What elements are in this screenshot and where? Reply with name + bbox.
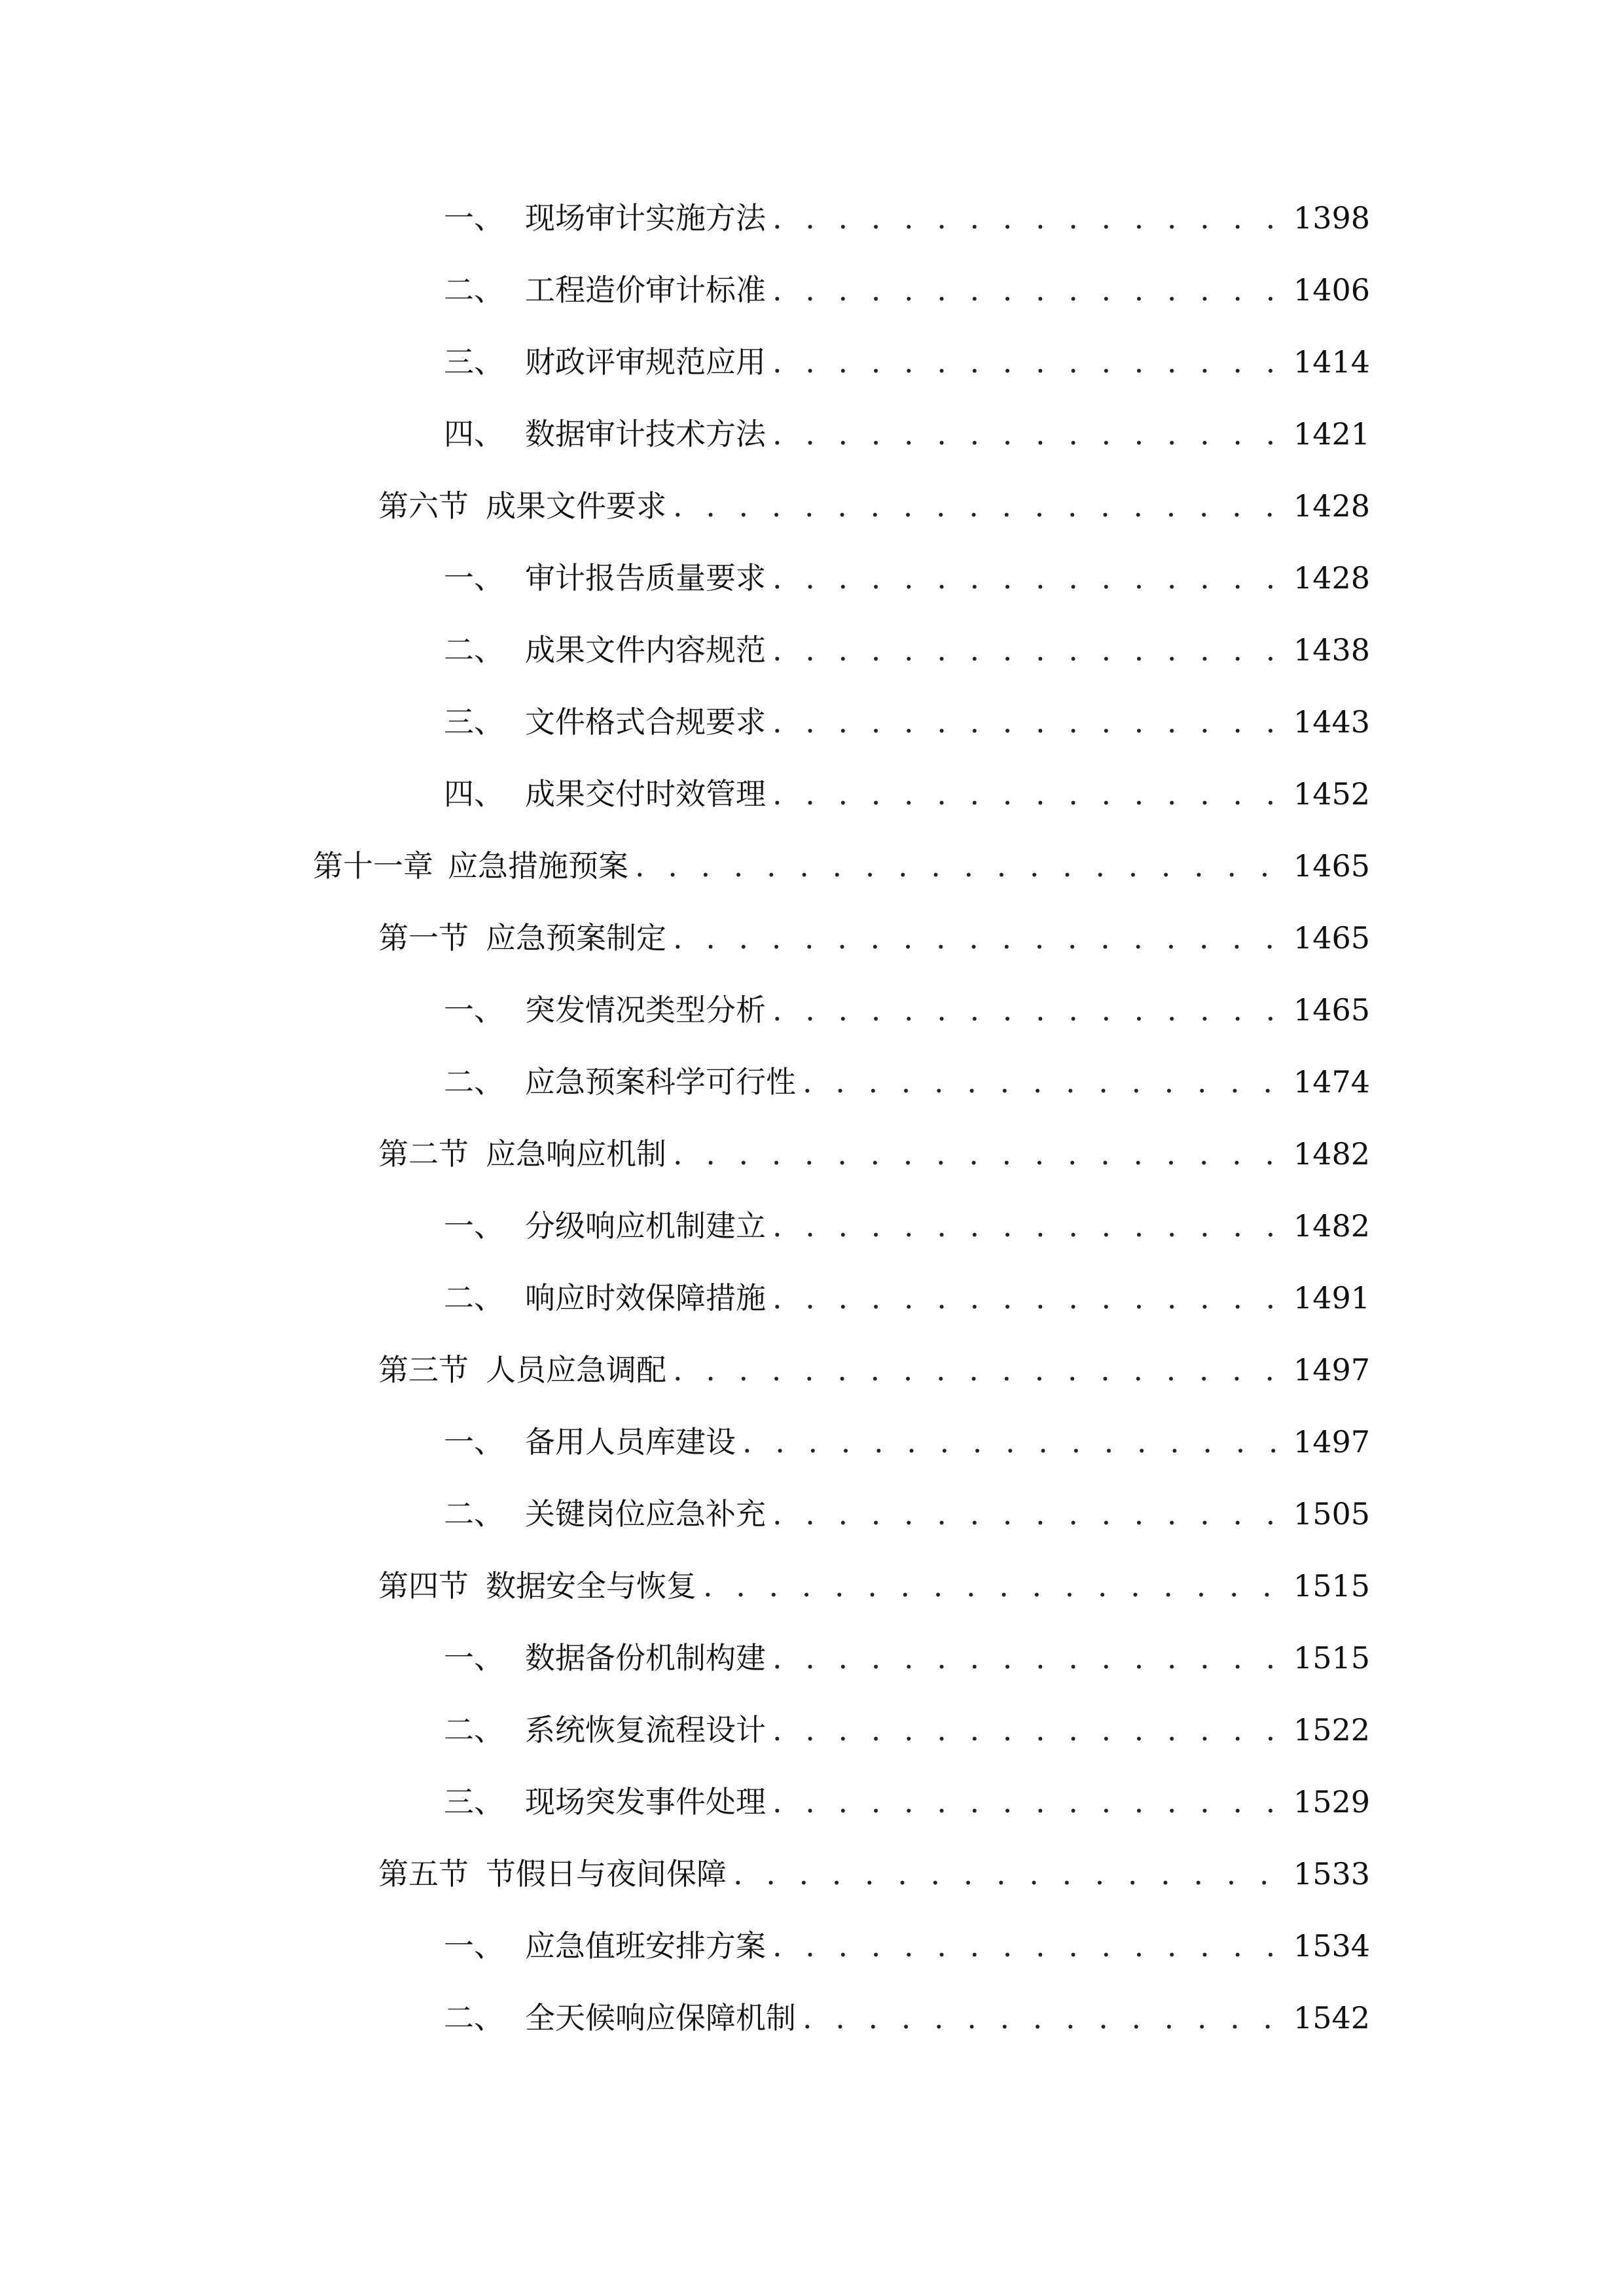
toc-entry-title: 响应时效保障措施	[525, 1280, 766, 1316]
toc-entry-title: 文件格式合规要求	[525, 704, 766, 740]
toc-entry-page: 1515	[1293, 1640, 1370, 1676]
toc-section-entry[interactable]	[378, 1344, 1370, 1396]
toc-entry-title: 成果交付时效管理	[525, 776, 766, 812]
toc-entry-number: 二、	[444, 1712, 504, 1748]
toc-entry[interactable]	[444, 1272, 1370, 1324]
dot-leader	[635, 840, 1284, 892]
toc-entry-number: 一、	[444, 200, 504, 236]
toc-chapter-entry[interactable]	[313, 840, 1370, 892]
toc-entry-page: 1482	[1293, 1208, 1370, 1244]
toc-entry[interactable]	[444, 552, 1370, 604]
toc-entry-page: 1465	[1293, 920, 1370, 956]
toc-entry-title: 节假日与夜间保障	[486, 1856, 727, 1892]
toc-entry-number: 第四节	[378, 1568, 469, 1604]
toc-entry-number: 第十一章	[313, 848, 433, 884]
toc-entry-number: 三、	[444, 704, 504, 740]
dot-leader	[772, 1920, 1284, 1972]
toc-entry[interactable]	[444, 624, 1370, 676]
toc-entry-page: 1522	[1293, 1712, 1370, 1748]
dot-leader	[772, 1632, 1284, 1684]
dot-leader	[673, 1344, 1284, 1396]
toc-entry-title: 数据安全与恢复	[486, 1568, 696, 1604]
toc-entry[interactable]	[444, 1056, 1370, 1108]
toc-entry[interactable]	[444, 768, 1370, 820]
toc-entry-number: 四、	[444, 416, 504, 452]
dot-leader	[772, 192, 1284, 244]
toc-section-entry[interactable]	[378, 480, 1370, 532]
toc-entry-number: 第三节	[378, 1352, 469, 1388]
toc-entry-page: 1515	[1293, 1568, 1370, 1604]
toc-entry-number: 一、	[444, 992, 504, 1028]
toc-entry-title: 现场突发事件处理	[525, 1784, 766, 1820]
toc-entry-number: 二、	[444, 1064, 504, 1100]
toc-entry[interactable]	[444, 1920, 1370, 1972]
toc-entry[interactable]	[444, 1200, 1370, 1252]
toc-entry-page: 1482	[1293, 1136, 1370, 1172]
dot-leader	[803, 1992, 1284, 2044]
toc-entry-number: 一、	[444, 1208, 504, 1244]
toc-entry-page: 1406	[1293, 272, 1370, 308]
toc-entry-title: 应急预案科学可行性	[525, 1064, 796, 1100]
toc-entry-page: 1428	[1293, 488, 1370, 524]
toc-entry-title: 分级响应机制建立	[525, 1208, 766, 1244]
dot-leader	[703, 1560, 1284, 1612]
toc-entry-page: 1533	[1293, 1856, 1370, 1892]
toc-entry-page: 1414	[1293, 344, 1370, 380]
toc-entry-page: 1505	[1293, 1496, 1370, 1532]
toc-entry-number: 二、	[444, 1496, 504, 1532]
toc-entry-number: 二、	[444, 2000, 504, 2036]
dot-leader	[772, 408, 1284, 460]
toc-entry[interactable]	[444, 1992, 1370, 2044]
dot-leader	[673, 912, 1284, 964]
toc-entry[interactable]	[444, 1704, 1370, 1756]
toc-entry-number: 一、	[444, 1928, 504, 1964]
toc-entry[interactable]	[444, 408, 1370, 460]
toc-section-entry[interactable]	[378, 1560, 1370, 1612]
toc-entry-title: 关键岗位应急补充	[525, 1496, 766, 1532]
dot-leader	[673, 480, 1284, 532]
toc-entry[interactable]	[444, 1416, 1370, 1468]
toc-entry-title: 成果文件要求	[486, 488, 666, 524]
toc-entry-title: 应急措施预案	[448, 848, 628, 884]
toc-section-entry[interactable]	[378, 912, 1370, 964]
toc-entry[interactable]	[444, 984, 1370, 1036]
dot-leader	[772, 1488, 1284, 1540]
toc-entry-number: 一、	[444, 1640, 504, 1676]
toc-entry[interactable]	[444, 264, 1370, 316]
toc-entry-number: 一、	[444, 1424, 504, 1460]
toc-entry[interactable]	[444, 192, 1370, 244]
dot-leader	[742, 1416, 1284, 1468]
toc-entry-page: 1529	[1293, 1784, 1370, 1820]
toc-entry-number: 一、	[444, 560, 504, 596]
toc-entry[interactable]	[444, 696, 1370, 748]
dot-leader	[733, 1848, 1284, 1900]
toc-section-entry[interactable]	[378, 1848, 1370, 1900]
toc-entry-number: 第六节	[378, 488, 469, 524]
toc-entry[interactable]	[444, 1488, 1370, 1540]
toc-section-entry[interactable]	[378, 1128, 1370, 1180]
toc-entry-page: 1491	[1293, 1280, 1370, 1316]
toc-entry-title: 全天候响应保障机制	[525, 2000, 796, 2036]
dot-leader	[772, 1776, 1284, 1828]
toc-entry[interactable]	[444, 336, 1370, 388]
toc-entry-title: 成果文件内容规范	[525, 632, 766, 668]
toc-entry-number: 三、	[444, 344, 504, 380]
dot-leader	[772, 1704, 1284, 1756]
toc-entry-title: 系统恢复流程设计	[525, 1712, 766, 1748]
toc-entry-title: 数据审计技术方法	[525, 416, 766, 452]
toc-entry-title: 备用人员库建设	[525, 1424, 736, 1460]
toc-entry-title: 现场审计实施方法	[525, 200, 766, 236]
toc-entry-page: 1452	[1293, 776, 1370, 812]
toc-entry-number: 二、	[444, 632, 504, 668]
toc-entry-number: 第一节	[378, 920, 469, 956]
toc-entry-number: 四、	[444, 776, 504, 812]
toc-entry-number: 二、	[444, 272, 504, 308]
toc-entry-number: 第二节	[378, 1136, 469, 1172]
toc-entry-page: 1497	[1293, 1352, 1370, 1388]
toc-entry-page: 1443	[1293, 704, 1370, 740]
toc-entry-title: 数据备份机制构建	[525, 1640, 766, 1676]
toc-entry-page: 1465	[1293, 992, 1370, 1028]
toc-entry-page: 1465	[1293, 848, 1370, 884]
dot-leader	[772, 984, 1284, 1036]
toc-entry[interactable]	[444, 1632, 1370, 1684]
toc-entry-title: 应急预案制定	[486, 920, 666, 956]
toc-entry-title: 财政评审规范应用	[525, 344, 766, 380]
toc-entry-page: 1534	[1293, 1928, 1370, 1964]
toc-entry-page: 1474	[1293, 1064, 1370, 1100]
toc-entry-title: 突发情况类型分析	[525, 992, 766, 1028]
toc-entry-number: 二、	[444, 1280, 504, 1316]
toc-entry-page: 1438	[1293, 632, 1370, 668]
toc-entry[interactable]	[444, 1776, 1370, 1828]
dot-leader	[772, 768, 1284, 820]
toc-entry-page: 1398	[1293, 200, 1370, 236]
toc-entry-page: 1428	[1293, 560, 1370, 596]
dot-leader	[772, 1272, 1284, 1324]
dot-leader	[772, 552, 1284, 604]
dot-leader	[772, 336, 1284, 388]
toc-entry-page: 1497	[1293, 1424, 1370, 1460]
toc-entry-number: 三、	[444, 1784, 504, 1820]
toc-entry-page: 1421	[1293, 416, 1370, 452]
dot-leader	[772, 1200, 1284, 1252]
toc-entry-title: 工程造价审计标准	[525, 272, 766, 308]
dot-leader	[772, 264, 1284, 316]
dot-leader	[673, 1128, 1284, 1180]
dot-leader	[772, 696, 1284, 748]
dot-leader	[803, 1056, 1284, 1108]
toc-entry-title: 应急响应机制	[486, 1136, 666, 1172]
toc-entry-page: 1542	[1293, 2000, 1370, 2036]
toc-entry-title: 人员应急调配	[486, 1352, 666, 1388]
toc-entry-title: 审计报告质量要求	[525, 560, 766, 596]
toc-entry-number: 第五节	[378, 1856, 469, 1892]
toc-entry-title: 应急值班安排方案	[525, 1928, 766, 1964]
dot-leader	[772, 624, 1284, 676]
